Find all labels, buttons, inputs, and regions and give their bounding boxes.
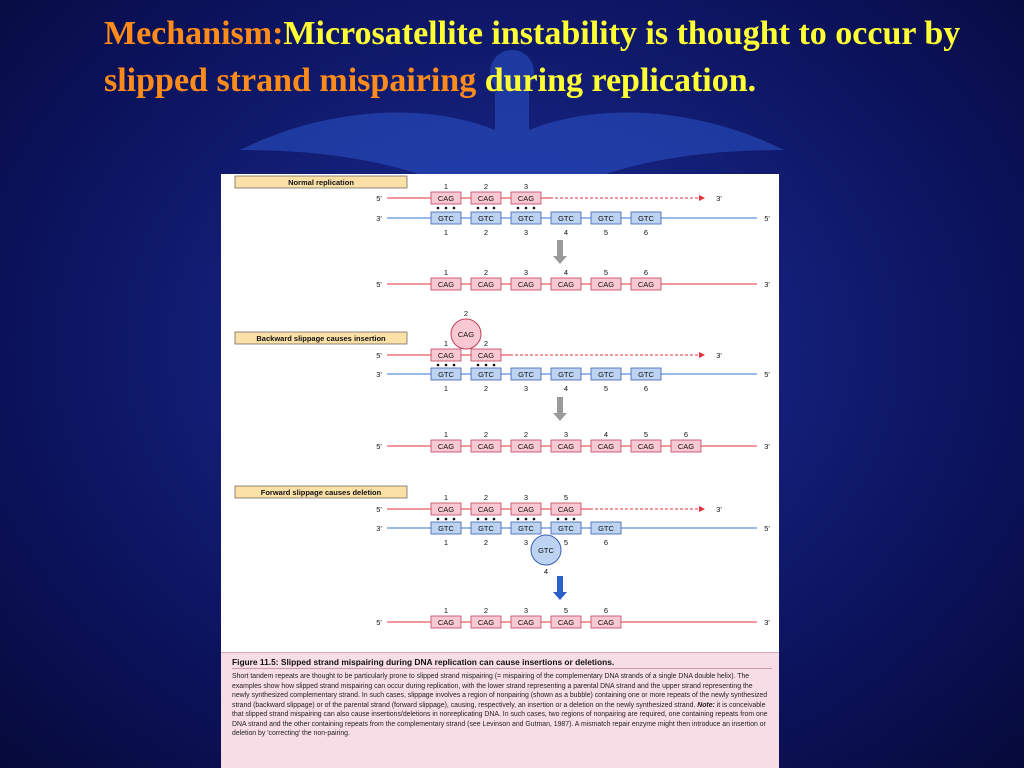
repeat-number: 1: [443, 384, 449, 393]
repeat-number: 1: [443, 339, 449, 348]
strand-arrowhead: [699, 506, 705, 512]
repeat-unit-label: CAG: [517, 194, 535, 203]
base-pair-dot: [485, 207, 488, 210]
strand-end-label: 5': [764, 370, 770, 379]
strand-end-label: 3': [716, 351, 722, 360]
slippage-diagram: [221, 174, 779, 652]
repeat-number: 6: [643, 384, 649, 393]
repeat-number: 2: [483, 268, 489, 277]
repeat-number: 1: [443, 182, 449, 191]
caption-title: Figure 11.5: Slipped strand mispairing during DNA replication can cause insertions or deletions.: [232, 657, 615, 667]
repeat-number: 5: [603, 384, 609, 393]
base-pair-dot: [453, 364, 456, 367]
repeat-unit-label: CAG: [477, 618, 495, 627]
repeat-number: 3: [523, 606, 529, 615]
strand-end-label: 5': [376, 505, 382, 514]
repeat-number: 2: [483, 182, 489, 191]
base-pair-dot: [517, 207, 520, 210]
base-pair-dot: [453, 207, 456, 210]
bubble-number: 4: [543, 567, 549, 576]
base-pair-dot: [485, 364, 488, 367]
title-prefix: Mechanism:: [104, 15, 284, 52]
repeat-number: 4: [563, 268, 569, 277]
repeat-number: 1: [443, 228, 449, 237]
repeat-unit-label: GTC: [558, 524, 574, 533]
repeat-number: 5: [603, 268, 609, 277]
repeat-number: 6: [603, 538, 609, 547]
base-pair-dot: [557, 518, 560, 521]
strand-end-label: 5': [376, 280, 382, 289]
repeat-number: 6: [683, 430, 689, 439]
down-arrow-head: [553, 592, 567, 600]
base-pair-dot: [533, 518, 536, 521]
repeat-unit-label: CAG: [477, 194, 495, 203]
repeat-number: 1: [443, 268, 449, 277]
slide-title: [104, 10, 984, 104]
repeat-number: 5: [603, 228, 609, 237]
base-pair-dot: [445, 518, 448, 521]
repeat-unit-label: CAG: [637, 280, 655, 289]
base-pair-dot: [493, 518, 496, 521]
repeat-unit-label: CAG: [437, 618, 455, 627]
repeat-number: 5: [643, 430, 649, 439]
repeat-number: 6: [643, 268, 649, 277]
strand-end-label: 5': [764, 214, 770, 223]
down-arrow-shaft: [557, 397, 563, 413]
repeat-unit-label: GTC: [518, 524, 534, 533]
base-pair-dot: [477, 207, 480, 210]
repeat-unit-label: CAG: [517, 618, 535, 627]
base-pair-dot: [437, 364, 440, 367]
repeat-unit-label: GTC: [478, 524, 494, 533]
base-pair-dot: [437, 207, 440, 210]
repeat-number: 4: [603, 430, 609, 439]
strand-end-label: 5': [764, 524, 770, 533]
strand-arrowhead: [699, 195, 705, 201]
repeat-unit-label: CAG: [557, 280, 575, 289]
bubble-number: 2: [463, 309, 469, 318]
repeat-unit-label: GTC: [638, 370, 654, 379]
repeat-unit-label: CAG: [637, 442, 655, 451]
strand-end-label: 3': [376, 370, 382, 379]
repeat-unit-label: CAG: [597, 280, 615, 289]
repeat-unit-label: GTC: [438, 214, 454, 223]
strand-arrowhead: [699, 352, 705, 358]
repeat-unit-label: GTC: [598, 524, 614, 533]
base-pair-dot: [533, 207, 536, 210]
repeat-unit-label: CAG: [437, 194, 455, 203]
repeat-unit-label: CAG: [437, 280, 455, 289]
repeat-unit-label: CAG: [477, 280, 495, 289]
repeat-number: 4: [563, 228, 569, 237]
repeat-unit-label: CAG: [517, 505, 535, 514]
section-label: Normal replication: [288, 178, 354, 187]
base-pair-dot: [437, 518, 440, 521]
repeat-number: 2: [483, 228, 489, 237]
strand-end-label: 3': [376, 214, 382, 223]
repeat-unit-label: CAG: [557, 442, 575, 451]
repeat-number: 3: [523, 268, 529, 277]
repeat-number: 4: [563, 384, 569, 393]
base-pair-dot: [477, 364, 480, 367]
repeat-number: 2: [483, 493, 489, 502]
repeat-unit-label: CAG: [437, 505, 455, 514]
repeat-unit-label: GTC: [438, 524, 454, 533]
repeat-number: 2: [523, 430, 529, 439]
section-label: Forward slippage causes deletion: [260, 488, 382, 497]
repeat-number: 5: [563, 538, 569, 547]
repeat-unit-label: GTC: [518, 370, 534, 379]
base-pair-dot: [565, 518, 568, 521]
caption-body: Short tandem repeats are thought to be particularly prone to slipped strand mispairing (= mispairing of the complementary DNA strands of a single DNA double helix). The examples show how slipped strand mispairing can occur during replication, with the lower strand representing a parental DNA strand and the upper strand representing the newly synthesized complementary strand. In such cases, slippage involves a region of nonpairing (shown as a bubble) containing one or more repeats of the newly synthesized strand (backward slippage) or of the parental strand (forward slippage), causing, respectively, an insertion or a deletion on the newly synthesized strand.: [232, 673, 768, 709]
base-pair-dot: [525, 207, 528, 210]
base-pair-dot: [445, 364, 448, 367]
caption-text: [232, 672, 768, 739]
caption-note: it is conceivable that slipped strand mispairing can also cause insertions/deletions in nonreplicating DNA. In such cases, two regions of nonpairing are required, one containing repeats from one DNA strand and the other containing repeats from the complementary strand (see Levinson and Gutman, 1987). A mismatch repair enzyme might then introduce an insertion or deletion by 'correcting' the non-pairing.: [232, 701, 768, 737]
repeat-number: 2: [483, 606, 489, 615]
repeat-unit-label: CAG: [477, 351, 495, 360]
base-pair-dot: [477, 518, 480, 521]
repeat-unit-label: GTC: [638, 214, 654, 223]
title-part1: Microsatellite instability is thought to occur by: [283, 15, 961, 52]
repeat-number: 3: [523, 182, 529, 191]
repeat-number: 6: [603, 606, 609, 615]
repeat-number: 1: [443, 606, 449, 615]
repeat-unit-label: GTC: [478, 370, 494, 379]
strand-end-label: 3': [716, 194, 722, 203]
repeat-unit-label: CAG: [437, 351, 455, 360]
repeat-unit-label: CAG: [557, 505, 575, 514]
repeat-number: 3: [563, 430, 569, 439]
strand-end-label: 5': [376, 351, 382, 360]
base-pair-dot: [525, 518, 528, 521]
repeat-number: 1: [443, 430, 449, 439]
down-arrow-head: [553, 256, 567, 264]
repeat-number: 2: [483, 430, 489, 439]
down-arrow-shaft: [557, 576, 563, 592]
down-arrow-shaft: [557, 240, 563, 256]
bubble-unit-label: CAG: [457, 330, 475, 339]
repeat-unit-label: GTC: [478, 214, 494, 223]
strand-end-label: 5': [376, 194, 382, 203]
base-pair-dot: [517, 518, 520, 521]
bubble-unit-label: GTC: [538, 546, 554, 555]
repeat-unit-label: CAG: [597, 618, 615, 627]
base-pair-dot: [485, 518, 488, 521]
repeat-unit-label: GTC: [518, 214, 534, 223]
strand-end-label: 3': [764, 618, 770, 627]
base-pair-dot: [573, 518, 576, 521]
title-part2: during replication.: [476, 62, 757, 99]
base-pair-dot: [493, 207, 496, 210]
caption-note-label: Note:: [697, 701, 715, 709]
repeat-unit-label: GTC: [438, 370, 454, 379]
figure-caption: [221, 652, 779, 768]
repeat-unit-label: CAG: [437, 442, 455, 451]
repeat-unit-label: CAG: [677, 442, 695, 451]
repeat-number: 3: [523, 228, 529, 237]
repeat-unit-label: CAG: [517, 442, 535, 451]
repeat-unit-label: GTC: [558, 370, 574, 379]
repeat-unit-label: CAG: [557, 618, 575, 627]
section-label: Backward slippage causes insertion: [256, 334, 386, 343]
repeat-number: 3: [523, 538, 529, 547]
strand-end-label: 3': [376, 524, 382, 533]
strand-end-label: 3': [716, 505, 722, 514]
repeat-unit-label: GTC: [558, 214, 574, 223]
base-pair-dot: [493, 364, 496, 367]
repeat-unit-label: CAG: [597, 442, 615, 451]
title-highlight: slipped strand mispairing: [104, 62, 477, 99]
base-pair-dot: [445, 207, 448, 210]
repeat-unit-label: GTC: [598, 214, 614, 223]
strand-end-label: 3': [764, 280, 770, 289]
repeat-unit-label: CAG: [477, 505, 495, 514]
strand-end-label: 3': [764, 442, 770, 451]
repeat-number: 5: [563, 606, 569, 615]
strand-end-label: 5': [376, 618, 382, 627]
repeat-number: 5: [563, 493, 569, 502]
repeat-number: 2: [483, 384, 489, 393]
base-pair-dot: [453, 518, 456, 521]
strand-end-label: 5': [376, 442, 382, 451]
caption-divider: [232, 668, 772, 669]
repeat-number: 1: [443, 538, 449, 547]
repeat-number: 6: [643, 228, 649, 237]
repeat-unit-label: CAG: [477, 442, 495, 451]
repeat-number: 2: [483, 339, 489, 348]
figure-panel: [221, 174, 779, 768]
repeat-number: 1: [443, 493, 449, 502]
repeat-unit-label: GTC: [598, 370, 614, 379]
repeat-unit-label: CAG: [517, 280, 535, 289]
down-arrow-head: [553, 413, 567, 421]
repeat-number: 2: [483, 538, 489, 547]
repeat-number: 3: [523, 493, 529, 502]
repeat-number: 3: [523, 384, 529, 393]
